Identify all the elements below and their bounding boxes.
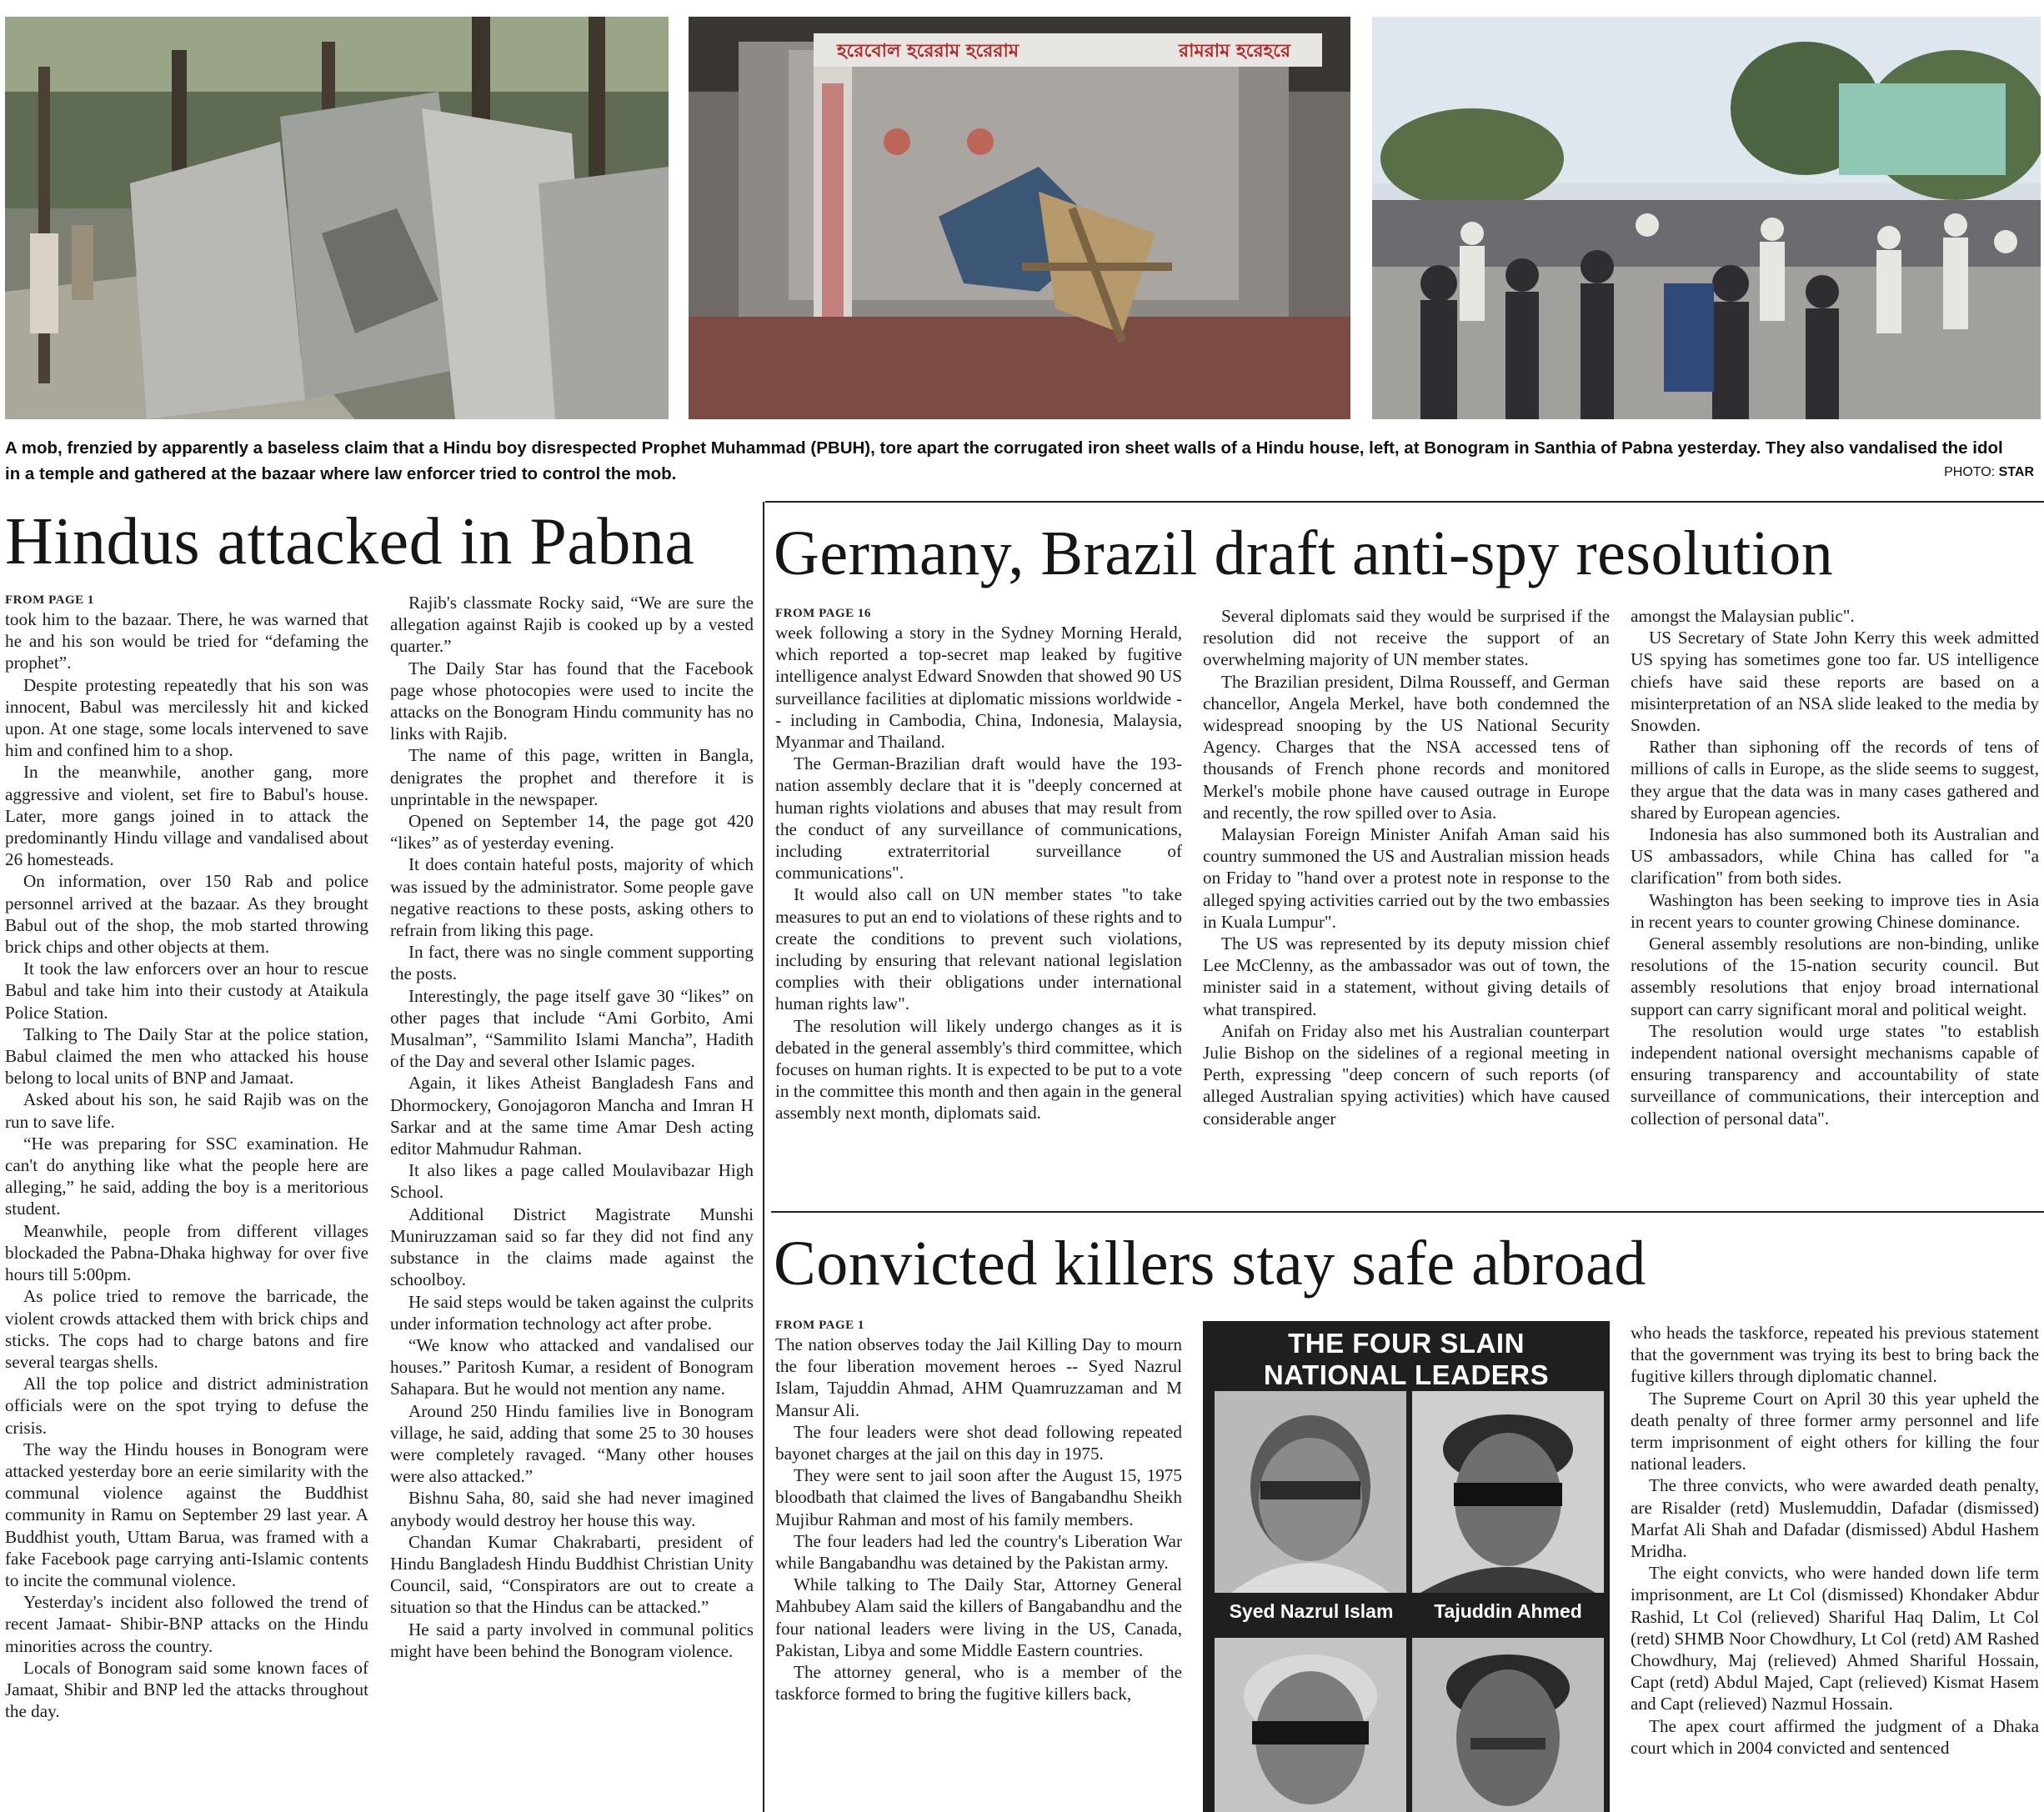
paragraph: While talking to The Daily Star, Attorney General Mahbubey Alam said the killers of Bangabandhu and the four national leaders were living in the US, Canada, Pakistan, Libya and some Middle Eastern countries. — [775, 1574, 1182, 1660]
paragraph: Despite protesting repeatedly that his son was innocent, Babul was mercilessly hit and kicked upon. At one stage, some locals intervened to save him and confined him to a shop. — [5, 674, 368, 761]
paragraph: It does contain hateful posts, majority of which was issued by the administrator. Some people gave negative reactions to these posts, asking others to refrain from liking this page. — [390, 854, 754, 941]
paragraph: On information, over 150 Rab and police personnel arrived at the bazaar. As they brought Babul out of the shop, the mob started throwing brick chips and other objects at them. — [5, 871, 368, 958]
paragraph: Chandan Kumar Chakrabarti, president of Hindu Bangladesh Hindu Buddhist Christian Unity Council, said, “Conspirators are out to create a situation so that the Hindus can be attacked.” — [390, 1531, 754, 1618]
spy-col-1 — [775, 622, 1182, 1202]
paragraph: The way the Hindu houses in Bonogram were attacked yesterday bore an eerie similarity with the communal violence against the Buddhist community in Ramu on September 29 last year. A Buddhist youth, Uttam Barua, was framed with a fake Facebook page carrying anti-Islamic contents to incite the communal violence. — [5, 1439, 368, 1590]
portrait-leader-3 — [1215, 1638, 1406, 1812]
paragraph: Meanwhile, people from different villages blockaded the Pabna-Dhaka highway for over five hours till 5:00pm. — [5, 1220, 368, 1285]
paragraph: Asked about his son, he said Rajib was on the run to save life. — [5, 1089, 368, 1132]
paragraph: Talking to The Daily Star at the police station, Babul claimed the men who attacked his house belong to local units of BNP and Jamaat. — [5, 1024, 368, 1089]
paragraph: The name of this page, written in Bangla, denigrates the prophet and therefore it is unprintable in the newspaper. — [390, 745, 754, 809]
paragraph: The Daily Star has found that the Facebook page whose photocopies were used to incite the attacks on the Bonogram Hindu community has no links with Rajib. — [390, 658, 754, 744]
paragraph: Malaysian Foreign Minister Anifah Aman said his country summoned the US and Australian mission heads on Friday to "hand over a protest note in response to the alleged spying activities carried out by the two embassies in Kuala Lumpur". — [1203, 824, 1610, 932]
headline-killers: Convicted killers stay safe abroad — [774, 1229, 1646, 1299]
paragraph: US Secretary of State John Kerry this week admitted US spying has sometimes gone too far. US intelligence chiefs have said these reports are based on a misinterpretation of an NSA slide leaked to the media by Snowden. — [1631, 628, 2039, 736]
paragraph: Interestingly, the page itself gave 30 “likes” on other pages that include “Ami Gorbito, Ami Musalman”, “Sammilito Islami Mancha”, Hadith of the Day and several other Islamic pages. — [390, 985, 754, 1072]
photo-credit: PHOTO: STAR — [1944, 465, 2034, 479]
jump-pabna: FROM PAGE 1 — [5, 593, 94, 607]
box-title: THE FOUR SLAIN NATIONAL LEADERS — [1263, 1328, 1550, 1390]
paragraph: The four leaders had led the country's Liberation War while Bangabandhu was detained by the Pakistan army. — [775, 1530, 1182, 1574]
paragraph: The US was represented by its deputy mission chief Lee McClenny, as the ambassador was out of town, the minister said in a statement, without giving details of what transpired. — [1203, 934, 1610, 1019]
paragraph: amongst the Malaysian public". — [1631, 606, 1855, 626]
paragraph: “We know who attacked and vandalised our houses.” Paritosh Kumar, a resident of Bonogram Sahapara. But he would not mention any name. — [390, 1334, 754, 1399]
killers-col-1 — [775, 1334, 1182, 1812]
paragraph: It took the law enforcers over an hour to rescue Babul and take him into their custody at Ataikula Police Station. — [5, 959, 368, 1023]
paragraph: took him to the bazaar. There, he was warned that he and his son would be tried for “defaming the prophet”. — [5, 609, 368, 673]
headline-spy: Germany, Brazil draft anti-spy resolution — [774, 518, 1834, 588]
paragraph: week following a story in the Sydney Morning Herald, which reported a top-secret map leaked by fugitive intelligence analyst Edward Snowden that showed 90 US surveillance facilities at diplomatic missions worldwide -- including in Cambodia, China, Indonesia, Malaysia, Myanmar and Thailand. — [775, 623, 1182, 753]
paragraph: The eight convicts, who were handed down life term imprisonment, are Lt Col (dismissed) Khondaker Abdur Rashid, Lt Col (relieved) Shariful Haq Dalim, Lt Col (retd) SHMB Noor Chowdhury, Lt Col (retd) AM Rashed Chowdhury, Maj (relieved) Ahmed Shariful Hossain, Capt (retd) Abdul Majed, Capt (relieved) Kismat Hasem and Capt (relieved) Nazmul Hossain. — [1631, 1563, 2039, 1714]
portrait-syed-nazrul-islam — [1215, 1391, 1406, 1593]
paragraph: The German-Brazilian draft would have the 193-nation assembly declare that it is "deeply concerned at human rights violations and abuses that may result from the conduct of any surveillance of communications, including extraterritorial surveillance of communications". — [775, 753, 1182, 883]
paragraph: As police tried to remove the barricade, the violent crowds attacked them with brick chips and sticks. The cops had to charge batons and fire several teargas shells. — [5, 1286, 368, 1372]
paragraph: Anifah on Friday also met his Australian counterpart Julie Bishop on the sidelines of a regional meeting in Perth, expressing "deep concern of such reports (of alleged Australian spying activities) which have caused considerable anger — [1203, 1020, 1610, 1129]
paragraph: The three convicts, who were awarded death penalty, are Risalder (retd) Muslemuddin, Dafadar (dismissed) Marfat Ali Shah and Dafadar (dismissed) Abdul Hashem Mridha. — [1631, 1475, 2039, 1562]
pabna-col-2 — [390, 592, 754, 1809]
rule-middle — [771, 1211, 2044, 1213]
paragraph: Several diplomats said they would be surprised if the resolution did not receive the support of an overwhelming majority of UN member states. — [1203, 606, 1610, 670]
four-leaders-box — [1203, 1321, 1610, 1812]
paragraph: Washington has been seeking to improve ties in Asia in recent years to counter growing Chinese dominance. — [1631, 889, 2039, 932]
portrait-leader-4 — [1412, 1638, 1604, 1812]
paragraph: The nation observes today the Jail Killing Day to mourn the four liberation movement heroes -- Syed Nazrul Islam, Tajuddin Ahmad, AHM Quamruzzaman and M Mansur Ali. — [775, 1334, 1182, 1420]
leader-name: Tajuddin Ahmed — [1434, 1600, 1582, 1622]
photo-caption: A mob, frenzied by apparently a baseless claim that a Hindu boy disrespected Prophet Muhammad (PBUH), tore apart the corrugated iron sheet walls of a Hindu house, left, at Bonogram in Santhia of Pabna yesterday. They also vandalised the idol in a temple and gathered at the bazaar where law enforcer tried to control the mob. — [5, 438, 2003, 483]
paragraph: In fact, there was no single comment supporting the posts. — [390, 942, 754, 984]
photo-hindu-house — [5, 17, 669, 419]
paragraph: Again, it likes Atheist Bangladesh Fans and Dhormockery, Gonojagoron Mancha and Imran H Sarkar and at the same time Amar Desh acting editor Mahmudur Rahman. — [390, 1073, 754, 1159]
rule-vertical — [763, 502, 764, 1812]
paragraph: Additional District Magistrate Munshi Muniruzzaman said so far they did not find any substance in the claims made against the schoolboy. — [390, 1204, 754, 1290]
paragraph: Locals of Bonogram said some known faces of Jamaat, Shibir and BNP led the attacks throughout the day. — [5, 1657, 368, 1722]
paragraph: In the meanwhile, another gang, more aggressive and violent, set fire to Babul's house. Later, more gangs joined in to attack the predominantly Hindu village and vandalised about 26 homesteads. — [5, 762, 368, 870]
paragraph: “He was preparing for SSC examination. He can't do anything like what the people here are alleging,” he said, adding the boy is a meritorious student. — [5, 1133, 368, 1219]
paragraph: Rather than siphoning off the records of tens of millions of calls in Europe, as the slide seems to suggest, they argue that the data was in many cases gathered and shared by European agencies. — [1631, 737, 2039, 823]
paragraph: The resolution will likely undergo changes as it is debated in the general assembly's third committee, which focuses on human rights. It is expected to be put to a vote in the committee this month and then again in the general assembly next month, diplomats said. — [775, 1015, 1182, 1124]
paragraph: The Brazilian president, Dilma Rousseff, and German chancellor, Angela Merkel, have both condemned the widespread snooping by the US National Security Agency. Charges that the NSA accessed tens of thousands of French phone records and monitored Merkel's mobile phone have caused outrage in Europe and recently, the row spilled over to Asia. — [1203, 671, 1610, 823]
paragraph: The resolution would urge states "to establish independent national oversight mechanisms capable of ensuring transparency and accountability of state surveillance of communications, their interception and collection of personal data". — [1631, 1020, 2039, 1129]
paragraph: Yesterday's incident also followed the trend of recent Jamaat- Shibir-BNP attacks on the Hindu minorities across the country. — [5, 1592, 368, 1656]
paragraph: The apex court affirmed the judgment of a Dhaka court which in 2004 convicted and sentenced — [1631, 1715, 2039, 1758]
paragraph: It also likes a page called Moulavibazar High School. — [390, 1160, 754, 1203]
leader-name: Syed Nazrul Islam — [1229, 1600, 1394, 1622]
photo-vandalised-temple — [689, 17, 1350, 419]
paragraph: He said steps would be taken against the culprits under information technology act after probe. — [390, 1291, 754, 1334]
headline-pabna: Hindus attacked in Pabna — [5, 505, 695, 578]
paragraph: All the top police and district administration officials were on the spot trying to defuse the crisis. — [5, 1374, 368, 1438]
killers-col-3 — [1631, 1322, 2039, 1812]
paragraph: Bishnu Saha, 80, said she had never imagined anybody would destroy her house this way. — [390, 1488, 754, 1530]
photo-bazaar-mob — [1372, 17, 2041, 419]
paragraph: Around 250 Hindu families live in Bonogram village, he said, adding that some 25 to 30 houses were completely ravaged. “Many other houses were also attacked.” — [390, 1400, 754, 1487]
paragraph: Opened on September 14, the page got 420 “likes” as of yesterday evening. — [390, 811, 754, 853]
jump-killers: FROM PAGE 1 — [775, 1319, 864, 1332]
spy-col-3 — [1631, 605, 2039, 1202]
paragraph: Rajib's classmate Rocky said, “We are sure the allegation against Rajib is cooked up by a vested quarter.” — [390, 593, 754, 657]
temple-banner-left: হরেবোল হরেরাম হরেরাম — [837, 41, 1019, 62]
pabna-col-1 — [5, 608, 368, 1809]
paragraph: They were sent to jail soon after the August 15, 1975 bloodbath that claimed the lives of Bangabandhu Sheikh Mujibur Rahman and most of his family members. — [775, 1465, 1182, 1529]
spy-col-2 — [1203, 605, 1610, 1202]
paragraph: It would also call on UN member states "to take measures to put an end to violations of these rights and to create the conditions to prevent such violations, including by ensuring that relevant national legislation complies with their obligations under international human rights law". — [775, 884, 1182, 1014]
paragraph: who heads the taskforce, repeated his previous statement that the government was trying its best to bring back the fugitive killers through diplomatic channel. — [1631, 1323, 2039, 1387]
portrait-tajuddin-ahmed — [1412, 1391, 1604, 1593]
paragraph: The attorney general, who is a member of the taskforce formed to bring the fugitive killers back, — [775, 1662, 1182, 1704]
paragraph: Indonesia has also summoned both its Australian and US ambassadors, while China has called for "a clarification" from both sides. — [1631, 824, 2039, 888]
jump-spy: FROM PAGE 16 — [775, 607, 871, 620]
paragraph: He said a party involved in communal politics might have been behind the Bonogram violence. — [390, 1619, 754, 1661]
paragraph: General assembly resolutions are non-binding, unlike resolutions of the 15-nation security council. But assembly resolutions that enjoy broad international support can carry significant moral and political weight. — [1631, 934, 2039, 1019]
paragraph: The four leaders were shot dead following repeated bayonet charges at the jail on this day in 1975. — [775, 1421, 1182, 1464]
rule-top — [765, 501, 2044, 503]
paragraph: The Supreme Court on April 30 this year upheld the death penalty of three former army personnel and life term imprisonment of eight others for killing the four national leaders. — [1631, 1388, 2039, 1474]
temple-banner-right: রামরাম হরেহরে — [1179, 41, 1291, 62]
